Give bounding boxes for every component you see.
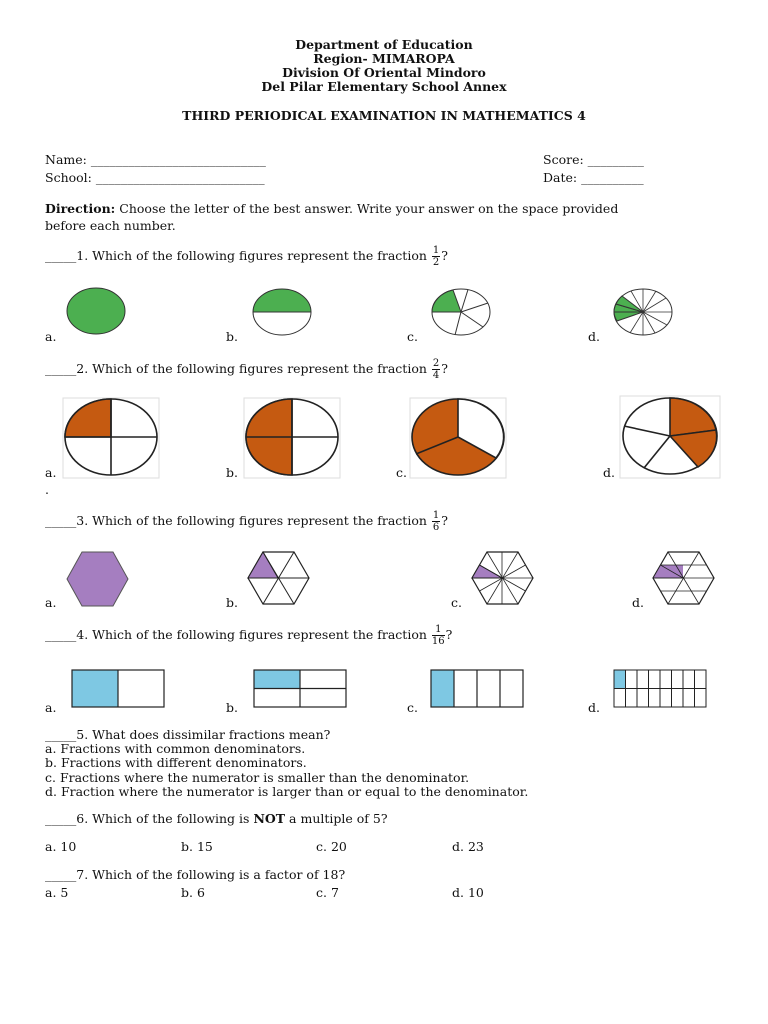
q1-choice-b[interactable]: b. xyxy=(226,329,238,344)
question-5-text: _____5. What does dissimilar fractions mean? xyxy=(45,727,331,742)
school-field[interactable]: School: ___________________________ xyxy=(45,170,265,185)
q2-choice-d[interactable]: d. xyxy=(603,465,615,480)
q2-choice-c[interactable]: c. xyxy=(396,465,407,480)
stray-dot: . xyxy=(45,482,49,497)
fraction-2-4: $\frac{2}{4}$ xyxy=(432,358,440,381)
q4-choice-b[interactable]: b. xyxy=(226,700,238,715)
q2-choice-a[interactable]: a. xyxy=(45,465,57,480)
fraction-1-2: $\frac{1}{2}$ xyxy=(432,245,440,268)
q7-option-c[interactable]: c. 7 xyxy=(316,885,339,900)
direction-label: Direction: xyxy=(45,201,116,216)
q4-choice-c[interactable]: c. xyxy=(407,700,418,715)
q2-figure-b xyxy=(244,398,340,478)
direction-paragraph xyxy=(45,200,721,234)
question-1: _____1. Which of the following figures represent the fraction $\frac{1}{2}$ ? xyxy=(45,245,448,268)
question-1-text: _____1. Which of the following figures represent the fraction xyxy=(45,248,427,263)
q3-figure-c xyxy=(472,551,534,605)
q3-choice-a[interactable]: a. xyxy=(45,595,57,610)
q4-figure-b xyxy=(253,669,347,709)
q4-figure-d xyxy=(613,669,707,709)
q7-option-b[interactable]: b. 6 xyxy=(181,885,205,900)
header-school: Del Pilar Elementary School Annex xyxy=(261,79,507,94)
exam-title: THIRD PERIODICAL EXAMINATION IN MATHEMATICS 4 xyxy=(182,108,586,123)
q4-choice-d[interactable]: d. xyxy=(588,700,600,715)
header-region: Region- MIMAROPA xyxy=(313,51,455,66)
score-field[interactable]: Score: _________ xyxy=(543,152,644,167)
question-2-text: _____2. Which of the following figures represent the fraction xyxy=(45,361,427,376)
q7-option-a[interactable]: a. 5 xyxy=(45,885,69,900)
question-2: _____2. Which of the following figures represent the fraction $\frac{2}{4}$ ? xyxy=(45,358,448,381)
question-3: _____3. Which of the following figures represent the fraction $\frac{1}{6}$ ? xyxy=(45,510,448,533)
q3-figure-d xyxy=(653,551,715,605)
name-field[interactable]: Name: ____________________________ xyxy=(45,152,266,167)
q2-figure-c xyxy=(410,398,506,478)
q3-figure-a xyxy=(67,551,129,607)
direction-text-1: Choose the letter of the best answer. Write your answer on the space provided xyxy=(119,201,619,216)
fraction-1-16: $\frac{1}{16}$ xyxy=(431,624,445,647)
q2-choice-b[interactable]: b. xyxy=(226,465,238,480)
q3-choice-b[interactable]: b. xyxy=(226,595,238,610)
q1-figure-c xyxy=(431,288,493,336)
q5-option-a[interactable]: a. Fractions with common denominators. xyxy=(45,741,306,756)
q3-figure-b xyxy=(248,551,310,605)
q6-option-c[interactable]: c. 20 xyxy=(316,839,347,854)
q4-figure-a xyxy=(71,669,165,709)
q2-figure-a xyxy=(63,398,159,478)
direction-text-2: before each number. xyxy=(45,218,176,233)
q3-choice-c[interactable]: c. xyxy=(451,595,462,610)
date-field[interactable]: Date: __________ xyxy=(543,170,644,185)
header-department: Department of Education xyxy=(295,37,473,52)
q1-figure-a xyxy=(66,288,128,336)
q5-option-c[interactable]: c. Fractions where the numerator is smaller than the denominator. xyxy=(45,770,470,785)
fraction-1-6: $\frac{1}{6}$ xyxy=(432,510,440,533)
q4-figure-c xyxy=(430,669,524,709)
q1-choice-a[interactable]: a. xyxy=(45,329,57,344)
not-emphasis: NOT xyxy=(253,811,286,826)
q5-option-b[interactable]: b. Fractions with different denominators. xyxy=(45,755,307,770)
question-3-text: _____3. Which of the following figures represent the fraction xyxy=(45,513,427,528)
q1-figure-b xyxy=(252,288,314,336)
q3-choice-d[interactable]: d. xyxy=(632,595,644,610)
q6-option-d[interactable]: d. 23 xyxy=(452,839,484,854)
q6-option-a[interactable]: a. 10 xyxy=(45,839,77,854)
q7-option-d[interactable]: d. 10 xyxy=(452,885,484,900)
header-division: Division Of Oriental Mindoro xyxy=(282,65,486,80)
question-7-text: _____7. Which of the following is a factor of 18? xyxy=(45,867,346,882)
q6-option-b[interactable]: b. 15 xyxy=(181,839,213,854)
q1-choice-c[interactable]: c. xyxy=(407,329,418,344)
question-4: _____4. Which of the following figures represent the fraction $\frac{1}{16}$ ? xyxy=(45,624,453,647)
q1-figure-d xyxy=(613,288,675,336)
q1-choice-d[interactable]: d. xyxy=(588,329,600,344)
q4-choice-a[interactable]: a. xyxy=(45,700,57,715)
q2-figure-d xyxy=(620,396,720,478)
q5-option-d[interactable]: d. Fraction where the numerator is larger than or equal to the denominator. xyxy=(45,784,529,799)
question-6: _____6. Which of the following is NOT a multiple of 5? xyxy=(45,811,388,826)
question-4-text: _____4. Which of the following figures represent the fraction xyxy=(45,627,427,642)
